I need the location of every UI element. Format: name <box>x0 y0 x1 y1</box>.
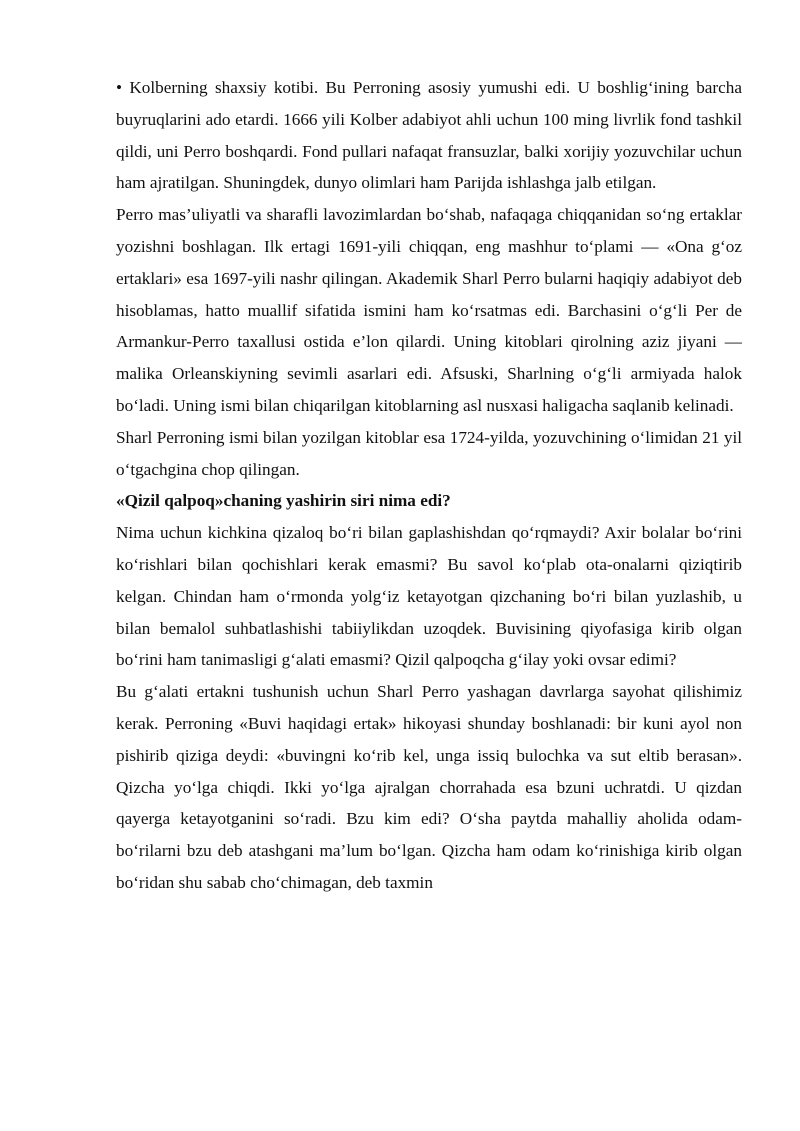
paragraph-retirement-tales: Perro mas’uliyatli va sharafli lavozimlardan bo‘shab, nafaqaga chiqqanidan so‘ng ertaklar yozishni boshlagan. Ilk ertagi 1691-yili chiqqan, eng mashhur to‘plami — «Ona g‘oz ertaklari» esa 1697-yili nashr qilingan. Akademik Sharl Perro bularni haqiqiy adabiyot deb hisoblamas, hatto muallif sifatida ismini ham ko‘rsatmas edi. Barchasini o‘g‘li Per de Armankur-Perro taxallusi ostida e’lon qilardi. Uning kitoblari qirolning aziz jiyani — malika Orleanskiyning sevimli asarlari edi. Afsuski, Sharlning o‘g‘li armiyada halok bo‘ladi. Uning ismi bilan chiqarilgan kitoblarning asl nusxasi haligacha saqlanib kelinadi. <box>116 205 742 415</box>
paragraph-kolber-secretary: • Kolberning shaxsiy kotibi. Bu Perroning asosiy yumushi edi. U boshlig‘ining barcha buyruqlarini ado etardi. 1666 yili Kolber adabiyot ahli uchun 100 ming livrlik fond tashkil qildi, uni Perro boshqardi. Fond pullari nafaqat fransuzlar, balki xorijiy yozuvchilar uchun ham ajratilgan. Shuningdek, dunyo olimlari ham Parijda ishlashga jalb etilgan. <box>116 78 742 193</box>
document-page <box>116 72 742 899</box>
paragraph-publication-1724: Sharl Perroning ismi bilan yozilgan kitoblar esa 1724-yilda, yozuvchining o‘limidan 21 yil o‘tgachgina chop qilingan. <box>116 427 742 479</box>
paragraph-girl-and-wolf: Nima uchun kichkina qizaloq bo‘ri bilan gaplashishdan qo‘rqmaydi? Axir bolalar bo‘rini ko‘rishlari bilan qochishlari kerak emasmi? Bu savol ko‘plab ota-onalarni qiziqtirib kelgan. Chindan ham o‘rmonda yolg‘iz ketayotgan qizchaning bo‘ri bilan yuzlashib, u bilan bemalol suhbatlashishi tabiiylikdan uzoqdek. Buvisining qiyofasiga kirib olgan bo‘rini ham tanimasligi g‘alati emasmi? Qizil qalpoqcha g‘ilay yoki ovsar edimi? <box>116 523 742 670</box>
paragraph-grandmother-tale: Bu g‘alati ertakni tushunish uchun Sharl Perro yashagan davrlarga sayohat qilishimiz kerak. Perroning «Buvi haqidagi ertak» hikoyasi shunday boshlanadi: bir kuni ayol non pishirib qiziga deydi: «buvingni ko‘rib kel, unga issiq bulochka va sut eltib berasan». Qizcha yo‘lga chiqdi. Ikki yo‘lga ajralgan chorrahada esa bzuni uchratdi. U qizdan qayerga ketayotganini so‘radi. Bzu kim edi? O‘sha paytda mahalliy aholida odam-bo‘rilarni bzu deb atashgani ma’lum bo‘lgan. Qizcha ham odam ko‘rinishiga kirib olgan bo‘ridan shu sabab cho‘chimagan, deb taxmin <box>116 682 742 892</box>
section-heading: «Qizil qalpoq»chaning yashirin siri nima edi? <box>116 491 451 511</box>
